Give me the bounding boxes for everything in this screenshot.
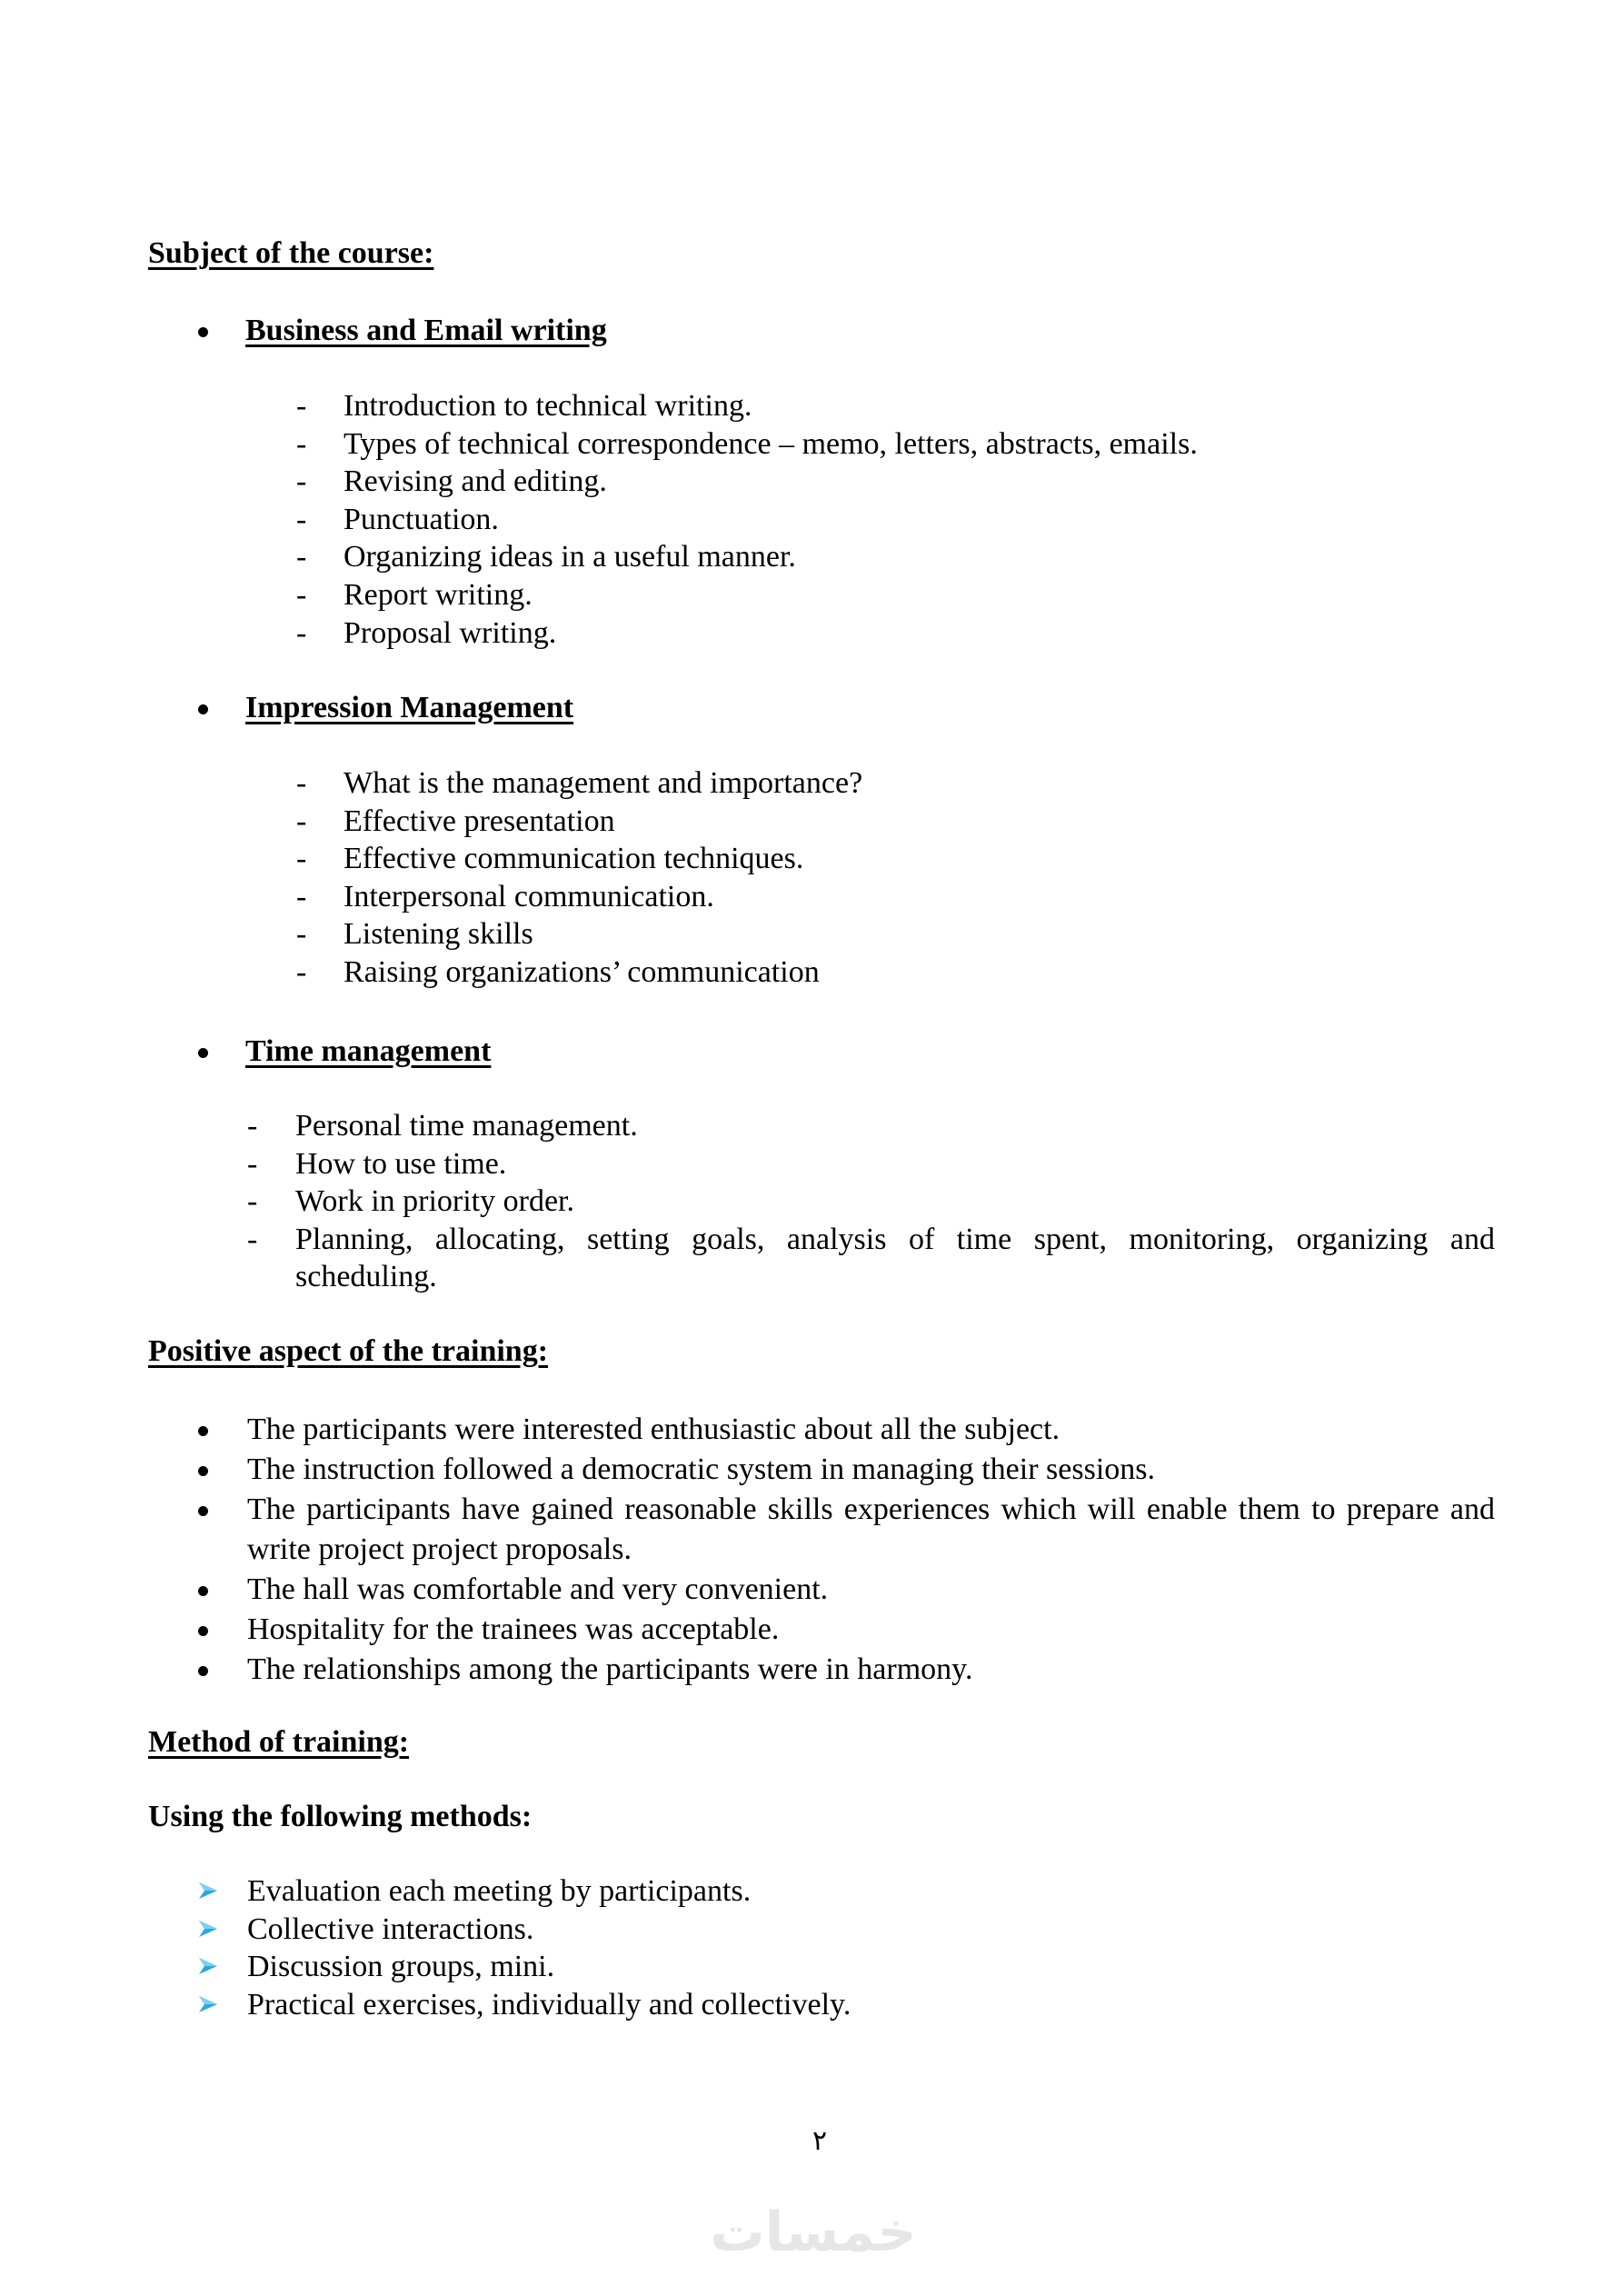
watermark-logo (709, 2198, 918, 2261)
list-item-text: Punctuation. (344, 502, 499, 536)
dash-icon: - (296, 879, 307, 913)
list-item-text: How to use time. (295, 1146, 507, 1181)
list-item (0, 1911, 1623, 1949)
topic-impression-items (0, 764, 1623, 992)
list-item (0, 1410, 1623, 1450)
list-item-text: Personal time management. (295, 1109, 638, 1143)
dash-icon: - (296, 766, 307, 800)
list-item (0, 1221, 1623, 1296)
arrow-bullet-icon (198, 1994, 218, 2014)
dash-icon: - (296, 502, 307, 536)
list-item (0, 840, 1623, 878)
list-item (0, 1145, 1623, 1183)
section-heading-subject: Subject of the course: (148, 236, 434, 270)
list-item-text: Listening skills (344, 917, 533, 952)
dash-icon: - (296, 540, 307, 574)
method-subheading: Using the following methods: (148, 1800, 533, 1833)
list-item (0, 915, 1623, 953)
list-item-text: Practical exercises, individually and collectively. (247, 1987, 851, 2021)
dash-icon: - (296, 577, 307, 612)
bullet-icon (198, 1048, 208, 1058)
list-item-text: The participants have gained reasonable skills experiences which will enable them to prepare and write project project proposals. (247, 1492, 1495, 1566)
topic-impression-management (0, 689, 1623, 727)
dash-icon: - (296, 954, 307, 989)
list-item-text: The relationships among the participants were in harmony. (247, 1652, 973, 1686)
list-item-text: Effective presentation (344, 804, 615, 838)
list-item-text: Proposal writing. (344, 615, 557, 650)
dash-icon: - (296, 426, 307, 461)
list-item-text: Introduction to technical writing. (344, 389, 752, 423)
list-item (0, 1450, 1623, 1490)
list-item-text: Hospitality for the trainees was acceptable. (247, 1612, 780, 1646)
list-item (0, 501, 1623, 539)
bullet-icon (198, 1626, 208, 1636)
list-item (0, 1986, 1623, 2024)
list-item (0, 1107, 1623, 1145)
list-item-text: What is the management and importance? (344, 766, 863, 800)
list-item (0, 425, 1623, 464)
list-item (0, 1872, 1623, 1911)
list-item (0, 764, 1623, 803)
list-item-text: Interpersonal communication. (344, 879, 714, 913)
bullet-icon (198, 1666, 208, 1676)
page-number: ٢ (812, 2125, 828, 2157)
positive-list (0, 1410, 1623, 1690)
dash-icon: - (296, 615, 307, 650)
section-heading-positive: Positive aspect of the training: (148, 1334, 549, 1368)
list-item (0, 1650, 1623, 1690)
list-item-text: The hall was comfortable and very convenient. (247, 1572, 829, 1606)
method-list (0, 1872, 1623, 2023)
dash-icon: - (296, 917, 307, 952)
topic-business-email (0, 312, 1623, 350)
list-item-text: The instruction followed a democratic system in managing their sessions. (247, 1452, 1155, 1486)
list-item-text: Planning, allocating, setting goals, analysis of time spent, monitoring, organizing and scheduling. (295, 1222, 1495, 1294)
list-item (0, 1183, 1623, 1221)
bullet-icon (198, 1426, 208, 1436)
list-item (0, 878, 1623, 916)
list-item (0, 1490, 1623, 1570)
list-item (0, 803, 1623, 841)
watermark-text: خمسات (710, 2201, 917, 2261)
list-item (0, 463, 1623, 501)
list-item (0, 1570, 1623, 1610)
topic-business-email-items (0, 387, 1623, 652)
dash-icon: - (296, 389, 307, 423)
bullet-icon (198, 327, 208, 337)
list-item-text: Report writing. (344, 577, 533, 612)
topic-title: Business and Email writing (245, 314, 607, 347)
list-item-text: Discussion groups, mini. (247, 1950, 555, 1984)
list-item-text: The participants were interested enthusiastic about all the subject. (247, 1413, 1060, 1446)
list-item (0, 1948, 1623, 1986)
list-item (0, 576, 1623, 614)
dash-icon: - (296, 464, 307, 499)
dash-icon: - (247, 1146, 258, 1181)
bullet-icon (198, 1466, 208, 1476)
list-item-text: Raising organizations’ communication (344, 954, 820, 989)
topic-time-items (0, 1107, 1623, 1296)
list-item (0, 953, 1623, 992)
list-item-text: Work in priority order. (295, 1184, 574, 1219)
topic-title: Time management (245, 1034, 492, 1068)
arrow-bullet-icon (198, 1881, 218, 1901)
list-item-text: Effective communication techniques. (344, 842, 804, 876)
arrow-bullet-icon (198, 1956, 218, 1976)
bullet-icon (198, 1506, 208, 1516)
list-item (0, 1610, 1623, 1650)
bullet-icon (198, 704, 208, 714)
topic-title: Impression Management (245, 691, 574, 724)
dash-icon: - (247, 1109, 258, 1143)
dash-icon: - (247, 1222, 258, 1256)
list-item-text: Types of technical correspondence – memo, letters, abstracts, emails. (344, 426, 1198, 461)
bullet-icon (198, 1586, 208, 1596)
topic-time-management (0, 1033, 1623, 1071)
list-item (0, 614, 1623, 653)
dash-icon: - (296, 804, 307, 838)
arrow-bullet-icon (198, 1919, 218, 1939)
dash-icon: - (247, 1184, 258, 1219)
list-item-text: Organizing ideas in a useful manner. (344, 540, 796, 574)
list-item-text: Evaluation each meeting by participants. (247, 1874, 752, 1908)
list-item-text: Collective interactions. (247, 1912, 534, 1946)
section-heading-method: Method of training: (148, 1725, 410, 1759)
list-item (0, 538, 1623, 576)
dash-icon: - (296, 842, 307, 876)
list-item-text: Revising and editing. (344, 464, 607, 499)
list-item (0, 387, 1623, 425)
